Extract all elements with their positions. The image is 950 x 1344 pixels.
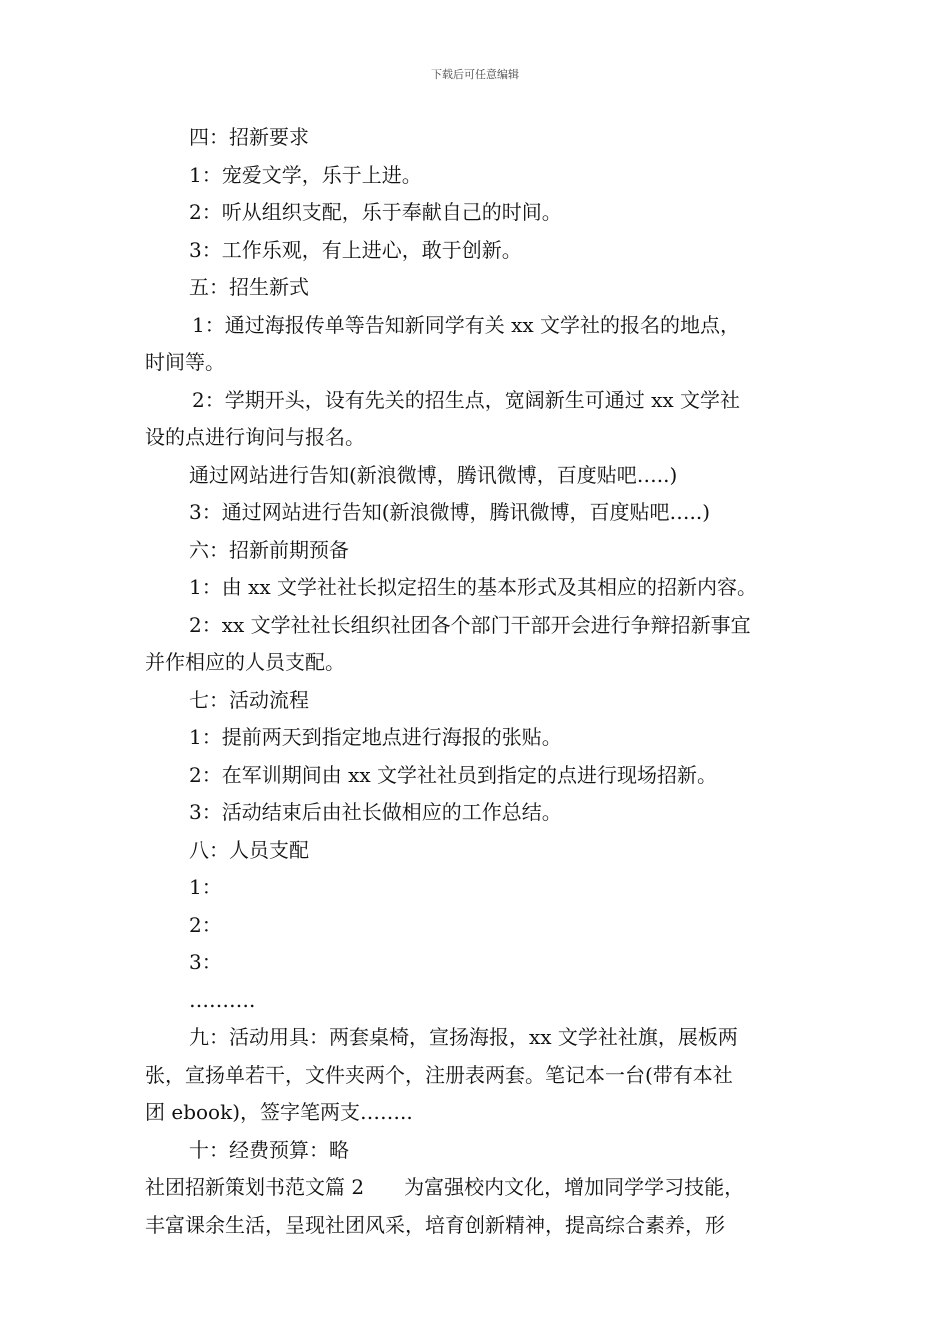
paragraph-line: 2：在军训期间由 xx 文学社社员到指定的点进行现场招新。	[189, 762, 717, 787]
section-heading-10: 十：经费预算：略	[189, 1137, 349, 1162]
paragraph-line: 张，宣扬单若干，文件夹两个，注册表两套。笔记本一台(带有本社	[145, 1062, 733, 1087]
paragraph-line: 2：xx 文学社社长组织社团各个部门干部开会进行争辩招新事宜	[189, 612, 751, 637]
paragraph-line: 1：提前两天到指定地点进行海报的张贴。	[189, 725, 562, 749]
section-heading-9: 九：活动用具：两套桌椅，宣扬海报，xx 文学社社旗，展板两	[189, 1025, 738, 1049]
page-header: 下载后可任意编辑	[431, 68, 519, 81]
paragraph-line: ……….	[189, 987, 256, 1012]
paragraph-line: 设的点进行询问与报名。	[145, 425, 365, 449]
section-heading-8: 八：人员支配	[189, 837, 309, 862]
paragraph-line: 丰富课余生活，呈现社团风采，培育创新精神，提高综合素养，形	[145, 1212, 725, 1237]
paragraph-line: 1：	[189, 875, 222, 899]
paragraph-line: 并作相应的人员支配。	[145, 650, 345, 674]
section-heading-6: 六：招新前期预备	[189, 537, 349, 562]
paragraph-line: 2：听从组织支配，乐于奉献自己的时间。	[189, 200, 562, 224]
paragraph-line: 2：	[189, 912, 222, 937]
paragraph-line: 3：通过网站进行告知(新浪微博，腾讯微博，百度贴吧…..)	[189, 500, 711, 524]
paragraph-line: 3：活动结束后由社长做相应的工作总结。	[189, 800, 562, 824]
paragraph-line: 团 ebook)，签字笔两支……..	[145, 1100, 413, 1124]
paragraph-line: 通过网站进行告知(新浪微博，腾讯微博，百度贴吧…..)	[189, 462, 678, 487]
document-body	[145, 119, 815, 1244]
paragraph-line: 1：宠爱文学，乐于上进。	[189, 162, 422, 187]
section-heading-5: 五：招生新式	[189, 275, 309, 299]
paragraph-line: 1：由 xx 文学社社长拟定招生的基本形式及其相应的招新内容。	[189, 575, 757, 599]
section-heading-7: 七：活动流程	[189, 687, 309, 712]
paragraph-line: 3：	[189, 950, 222, 974]
paragraph-line: 时间等。	[145, 350, 225, 374]
paragraph-line: 3：工作乐观，有上进心，敢于创新。	[189, 237, 522, 262]
section-heading-4: 四：招新要求	[189, 125, 309, 149]
paragraph-line: 1：通过海报传单等告知新同学有关 xx 文学社的报名的地点，	[192, 312, 740, 337]
paragraph-line: 2：学期开头，设有先关的招生点，宽阔新生可通过 xx 文学社	[192, 387, 740, 412]
paragraph-line: 社团招新策划书范文篇 2 为富强校内文化，增加同学学习技能，	[145, 1175, 745, 1199]
